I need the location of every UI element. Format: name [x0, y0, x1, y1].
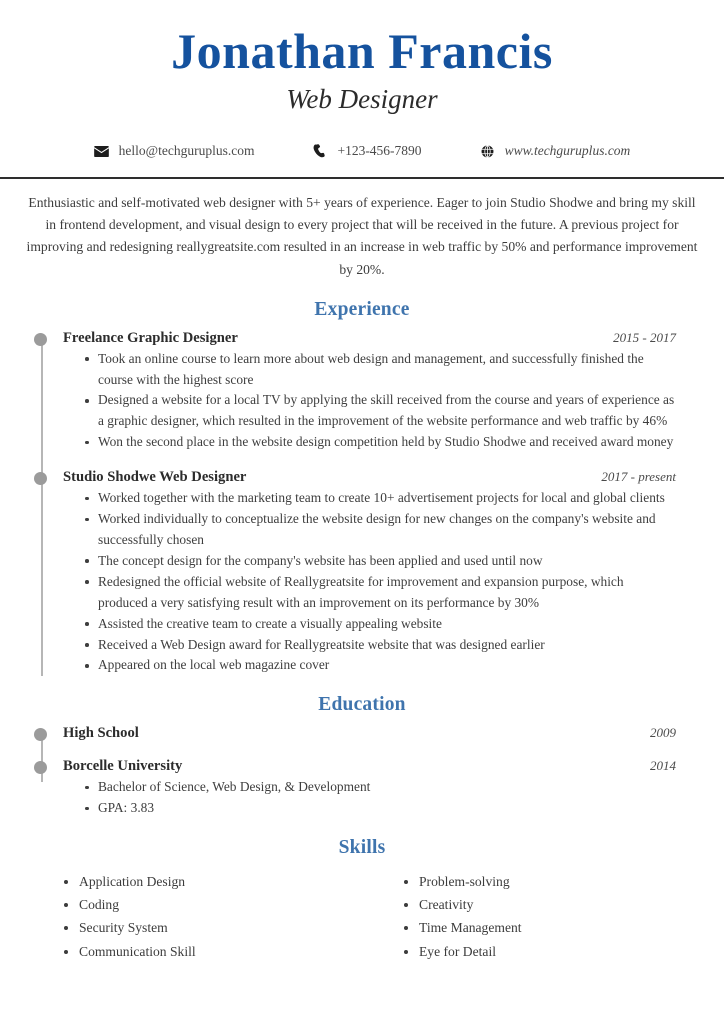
- list-item: Won the second place in the website design competition held by Studio Shodwe and received award money: [85, 432, 676, 453]
- timeline-rail-education: [41, 734, 43, 782]
- section-title-experience: Experience: [314, 298, 410, 320]
- list-item: Designed a website for a local TV by applying the skill received from the course and years of experience as a graphic designer, which resulted in the improvement of the website performance and web traffic by 46%: [85, 390, 676, 432]
- experience-entry: [63, 330, 676, 454]
- experience-entry-header: [63, 330, 676, 347]
- contact-row: [0, 143, 724, 159]
- list-item: Coding: [64, 895, 362, 915]
- job-role-subtitle: Web Designer: [286, 84, 438, 114]
- timeline-dot-icon: [34, 333, 47, 346]
- list-item: Bachelor of Science, Web Design, & Development: [85, 777, 676, 798]
- skills-list-left: [64, 872, 362, 961]
- page-title: Jonathan Francis: [171, 23, 553, 79]
- education-date: 2014: [650, 758, 676, 774]
- list-item: Problem-solving: [404, 872, 684, 892]
- entry-spacer: [63, 453, 676, 469]
- experience-job-date: 2015 - 2017: [613, 329, 676, 345]
- education-school-name: Borcelle University: [63, 758, 183, 775]
- education-date: 2009: [650, 725, 676, 741]
- entry-spacer: [63, 742, 676, 758]
- experience-job-date: 2017 - present: [601, 469, 676, 485]
- section-title-skills: Skills: [338, 837, 386, 859]
- contact-website-text: www.techguruplus.com: [504, 143, 631, 159]
- contact-phone-text: +123-456-7890: [337, 143, 422, 159]
- experience-entry-header: [63, 469, 676, 486]
- resume-header: [0, 0, 724, 179]
- experience-entry: [63, 469, 676, 676]
- list-item: Application Design: [64, 872, 362, 892]
- globe-icon: [480, 144, 495, 159]
- phone-icon: [312, 144, 327, 159]
- education-school-name: High School: [63, 725, 139, 742]
- skills-column-left: [40, 872, 362, 964]
- education-entry-header: [63, 758, 676, 775]
- list-item: Communication Skill: [64, 942, 362, 962]
- list-item: Worked individually to conceptualize the website design for new changes on the company's website and successfully chosen: [85, 509, 676, 551]
- list-item: GPA: 3.83: [85, 798, 676, 819]
- list-item: Took an online course to learn more about web design and management, and successfully finished the course with the highest score: [85, 349, 676, 391]
- timeline-rail-experience: [41, 339, 43, 677]
- list-item: Redesigned the official website of Reallygreatsite for improvement and expansion purpose, which produced a very satisfying result with an improvement on its performance by 30%: [85, 572, 676, 614]
- experience-bullet-list: [63, 488, 676, 676]
- experience-timeline: [0, 330, 724, 677]
- contact-phone[interactable]: [312, 143, 421, 159]
- education-bullet-list: [63, 777, 676, 819]
- list-item: Security System: [64, 918, 362, 938]
- contact-email-text: hello@techguruplus.com: [118, 143, 255, 159]
- section-title-education: Education: [318, 694, 406, 716]
- education-timeline: [0, 725, 724, 819]
- list-item: Received a Web Design award for Reallygreatsite website that was designed earlier: [85, 635, 676, 656]
- skills-columns: [0, 868, 724, 964]
- education-entry: [63, 758, 676, 819]
- experience-job-title: Studio Shodwe Web Designer: [63, 469, 247, 486]
- list-item: Eye for Detail: [404, 942, 684, 962]
- contact-website[interactable]: [480, 143, 631, 159]
- education-entry-header: [63, 725, 676, 742]
- list-item: The concept design for the company's website has been applied and used until now: [85, 551, 676, 572]
- timeline-dot-icon: [34, 728, 47, 741]
- list-item: Creativity: [404, 895, 684, 915]
- list-item: Time Management: [404, 918, 684, 938]
- list-item: Worked together with the marketing team to create 10+ advertisement projects for local and global clients: [85, 488, 676, 509]
- envelope-icon: [94, 144, 109, 159]
- experience-job-title: Freelance Graphic Designer: [63, 329, 238, 346]
- contact-email[interactable]: [94, 143, 255, 159]
- experience-bullet-list: [63, 349, 676, 454]
- list-item: Appeared on the local web magazine cover: [85, 655, 676, 676]
- timeline-dot-icon: [34, 761, 47, 774]
- timeline-dot-icon: [34, 472, 47, 485]
- education-entry: [63, 725, 676, 742]
- skills-list-right: [404, 872, 684, 961]
- professional-summary: Enthusiastic and self-motivated web designer with 5+ years of experience. Eager to join Studio Shodwe and bring my skill in frontend development, and visual design to every project that will be received in the future. A previous project for improving and redesigning reallygreatsite.com resulted in an increase in web traffic by 50% and performance improvement by 20%.: [26, 195, 698, 277]
- skills-column-right: [362, 872, 684, 964]
- list-item: Assisted the creative team to create a visually appealing website: [85, 614, 676, 635]
